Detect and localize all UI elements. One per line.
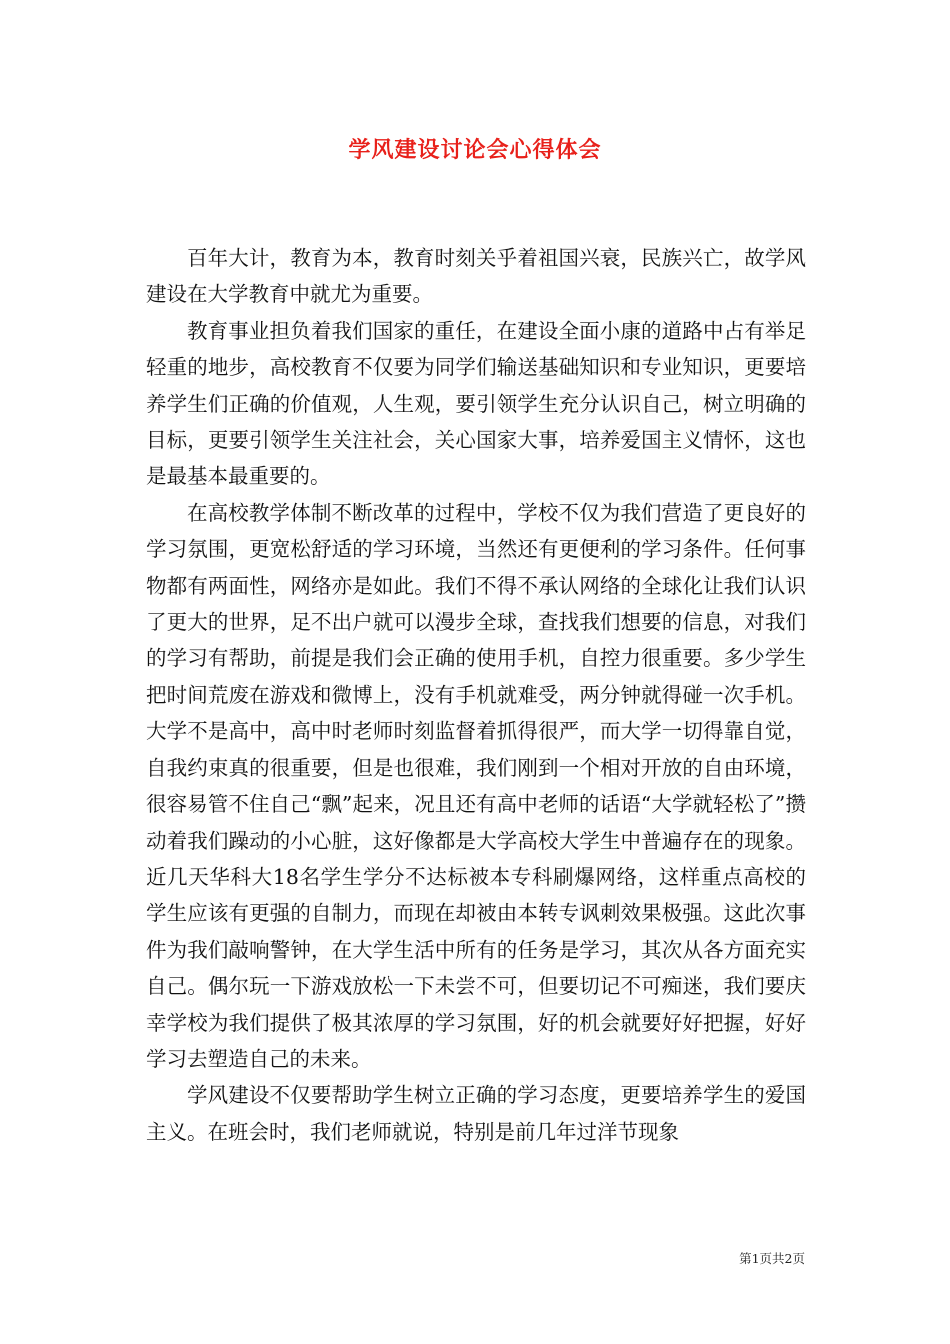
paragraph-1: 百年大计，教育为本，教育时刻关乎着祖国兴衰，民族兴亡，故学风建设在大学教育中就尤为重要。 (146, 246, 806, 307)
paragraph-4: 学风建设不仅要帮助学生树立正确的学习态度，更要培养学生的爱国主义。在班会时，我们老师就说，特别是前几年过洋节现象 (146, 1083, 806, 1144)
page-number-footer: 第1页共2页 (739, 1251, 805, 1266)
paragraph-3: 在高校教学体制不断改革的过程中，学校不仅为我们营造了更良好的学习氛围，更宽松舒适的学习环境，当然还有更便利的学习条件。任何事物都有两面性，网络亦是如此。我们不得不承认网络的全球化让我们认识了更大的世界，足不出户就可以漫步全球，查找我们想要的信息，对我们的学习有帮助，前提是我们会正确的使用手机，自控力很重要。多少学生把时间荒废在游戏和微博上，没有手机就难受，两分钟就得碰一次手机。大学不是高中，高中时老师时刻监督着抓得很严，而大学一切得靠自觉，自我约束真的很重要，但是也很难，我们刚到一个相对开放的自由环境，很容易管不住自己“飘”起来，况且还有高中老师的话语“大学就轻松了”攒动着我们躁动的小心脏，这好像都是大学高校大学生中普遍存在的现象。近几天华科大18名学生学分不达标被本专科刷爆网络，这样重点高校的学生应该有更强的自制力，而现在却被由本转专讽刺效果极强。这此次事件为我们敲响警钟，在大学生活中所有的任务是学习，其次从各方面充实自己。偶尔玩一下游戏放松一下未尝不可，但要切记不可痴迷，我们要庆幸学校为我们提供了极其浓厚的学习氛围，好的机会就要好好把握，好好学习去塑造自己的未来。 (146, 500, 806, 1071)
paragraph-2: 教育事业担负着我们国家的重任，在建设全面小康的道路中占有举足轻重的地步，高校教育不仅要为同学们输送基础知识和专业知识，更要培养学生们正确的价值观，人生观，要引领学生充分认识自己，树立明确的目标，更要引领学生关注社会，关心国家大事，培养爱国主义情怀，这也是最基本最重要的。 (146, 318, 806, 489)
document-title: 学风建设讨论会心得体会 (348, 137, 602, 163)
document-body (146, 240, 806, 1150)
